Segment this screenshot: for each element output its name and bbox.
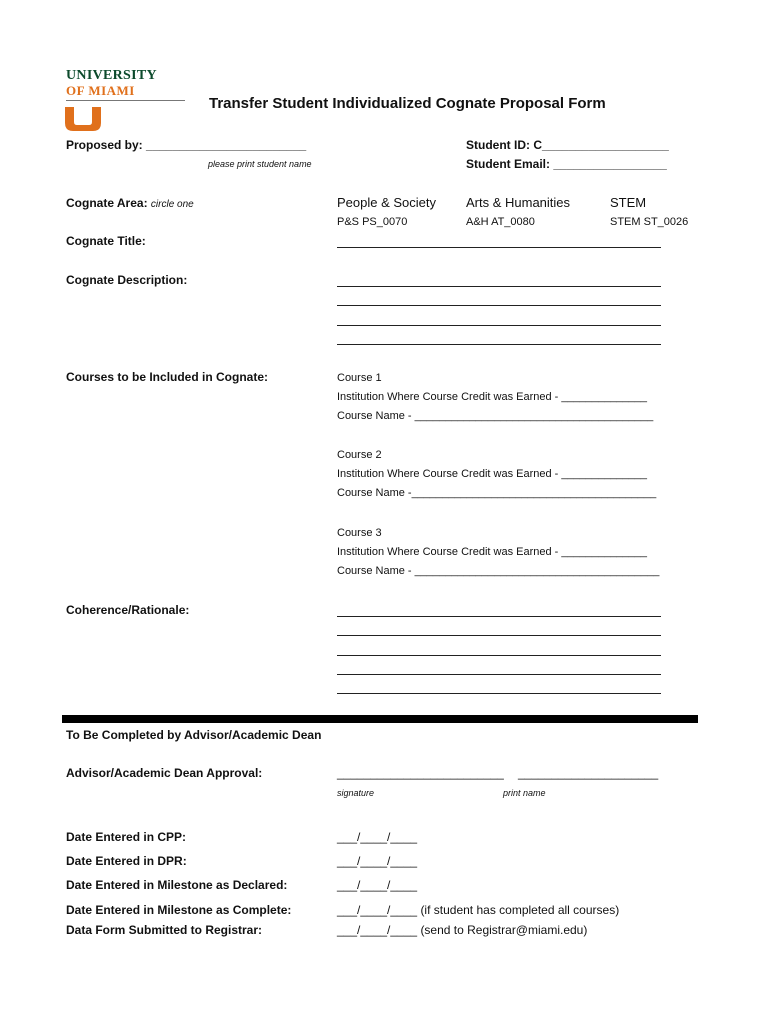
date-dpr-field[interactable]: ___/____/____: [337, 854, 418, 868]
logo-line-1: UNIVERSITY: [66, 68, 157, 83]
cognate-option-people-society[interactable]: People & Society: [337, 195, 437, 210]
student-email-blank[interactable]: _________________: [553, 157, 667, 171]
course-1-name[interactable]: Course Name - _______________________________________: [337, 410, 654, 422]
student-id-blank[interactable]: ___________________: [542, 138, 669, 152]
signature-hint: signature: [337, 788, 375, 798]
print-name-hint: print name: [503, 788, 546, 798]
date-registrar-label: Data Form Submitted to Registrar:: [66, 923, 263, 937]
proposed-by-blank[interactable]: ________________________: [146, 138, 307, 152]
cognate-code-ah: A&H AT_0080: [466, 216, 535, 228]
date-milestone-declared-field[interactable]: ___/____/____: [337, 878, 418, 892]
date-milestone-complete-label: Date Entered in Milestone as Complete:: [66, 903, 292, 917]
signature-blank[interactable]: _________________________: [337, 766, 504, 780]
student-email-row: [466, 157, 667, 171]
course-3-title: Course 3: [337, 527, 382, 539]
cognate-title-line[interactable]: [337, 247, 661, 248]
date-milestone-declared-label: Date Entered in Milestone as Declared:: [66, 878, 288, 892]
logo-line-2: OF MIAMI: [66, 83, 135, 98]
advisor-section-heading: To Be Completed by Advisor/Academic Dean: [66, 728, 322, 742]
cognate-area-hint: circle one: [150, 199, 194, 210]
proposed-by-row: [66, 138, 306, 152]
date-milestone-complete-field[interactable]: ___/____/____: [337, 903, 418, 917]
cognate-description-label: Cognate Description:: [66, 273, 188, 287]
student-email-label: Student Email:: [466, 157, 551, 171]
course-3-institution[interactable]: Institution Where Course Credit was Earned - ______________: [337, 546, 648, 558]
course-1-title: Course 1: [337, 372, 382, 384]
coherence-line[interactable]: [337, 616, 661, 617]
description-line[interactable]: [337, 286, 661, 287]
date-registrar-note: (send to Registrar@miami.edu): [420, 923, 588, 937]
student-id-row: [466, 138, 669, 152]
student-id-label: Student ID: C: [466, 138, 542, 152]
logo-divider: [66, 100, 185, 101]
cognate-code-ps: P&S PS_0070: [337, 216, 408, 228]
date-dpr-label: Date Entered in DPR:: [66, 854, 187, 868]
coherence-label: Coherence/Rationale:: [66, 603, 190, 617]
date-milestone-complete-row: [337, 903, 619, 917]
date-registrar-row: [337, 923, 587, 937]
date-milestone-complete-note: (if student has completed all courses): [420, 903, 620, 917]
date-cpp-label: Date Entered in CPP:: [66, 830, 187, 844]
coherence-line[interactable]: [337, 693, 661, 694]
page-title: Transfer Student Individualized Cognate Proposal Form: [209, 95, 606, 112]
date-cpp-field[interactable]: ___/____/____: [337, 830, 418, 844]
cognate-code-stem: STEM ST_0026: [610, 216, 689, 228]
course-2-title: Course 2: [337, 449, 382, 461]
course-2-name[interactable]: Course Name -________________________________________: [337, 487, 657, 499]
coherence-line[interactable]: [337, 655, 661, 656]
print-name-blank[interactable]: _____________________: [518, 766, 659, 780]
coherence-line[interactable]: [337, 635, 661, 636]
advisor-approval-label: Advisor/Academic Dean Approval:: [66, 766, 263, 780]
course-2-institution[interactable]: Institution Where Course Credit was Earned - ______________: [337, 468, 648, 480]
description-line[interactable]: [337, 344, 661, 345]
description-line[interactable]: [337, 305, 661, 306]
cognate-option-stem[interactable]: STEM: [610, 195, 647, 210]
cognate-title-label: Cognate Title:: [66, 234, 146, 248]
course-3-name[interactable]: Course Name - ________________________________________: [337, 565, 660, 577]
date-registrar-field[interactable]: ___/____/____: [337, 923, 418, 937]
cognate-area-row: [66, 196, 194, 210]
proposed-by-hint: please print student name: [208, 159, 312, 169]
cognate-area-label: Cognate Area:: [66, 196, 148, 210]
courses-label: Courses to be Included in Cognate:: [66, 370, 269, 384]
coherence-line[interactable]: [337, 674, 661, 675]
u-mark-icon: [64, 106, 102, 132]
cognate-option-arts-humanities[interactable]: Arts & Humanities: [466, 195, 571, 210]
course-1-institution[interactable]: Institution Where Course Credit was Earned - ______________: [337, 391, 648, 403]
proposed-by-label: Proposed by:: [66, 138, 143, 152]
description-line[interactable]: [337, 325, 661, 326]
section-divider: [62, 715, 698, 723]
